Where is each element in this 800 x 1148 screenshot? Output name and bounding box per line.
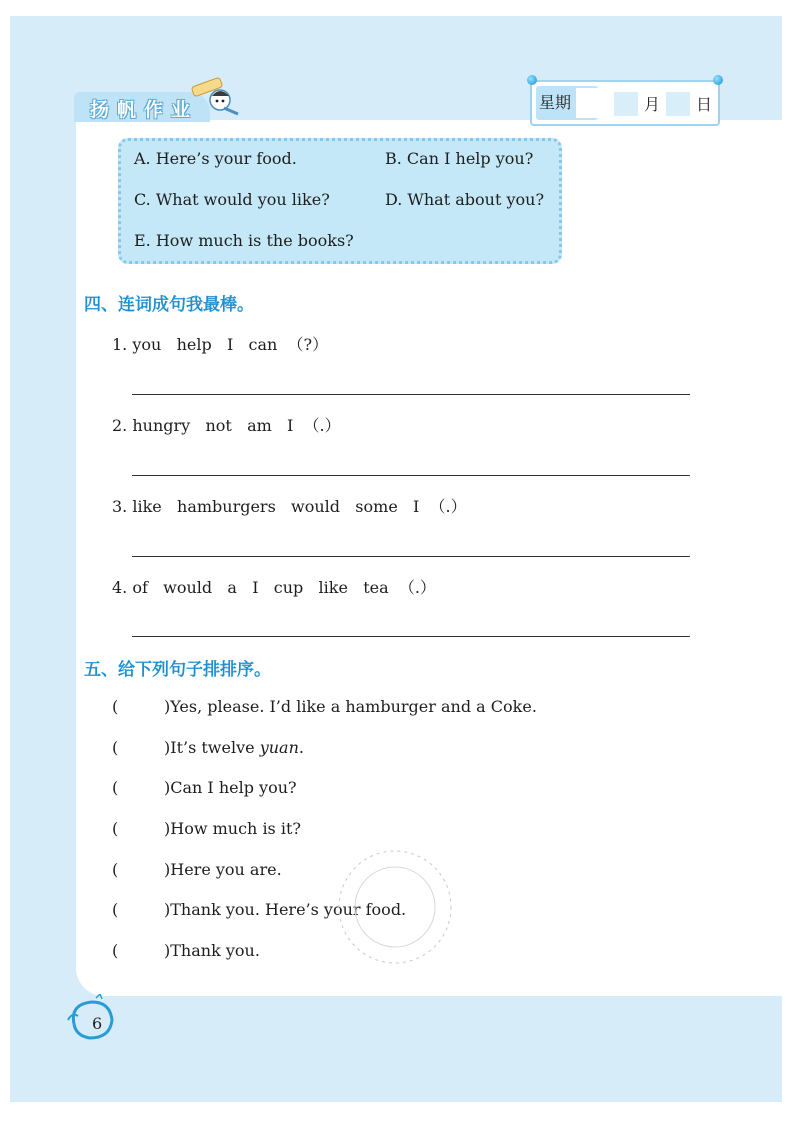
- date-box: [530, 80, 720, 126]
- order-row[interactable]: ( )How much is it?: [112, 819, 301, 838]
- pin-icon: [713, 75, 723, 85]
- answer-line-2[interactable]: [132, 475, 690, 476]
- order-row[interactable]: ( )It’s twelve yuan.: [112, 738, 304, 757]
- watermark-stamp: [330, 842, 460, 972]
- day-label: 日: [696, 95, 713, 114]
- option-e: E. How much is the books?: [134, 231, 354, 250]
- week-label: 星期: [536, 86, 598, 120]
- order-row[interactable]: ( )Yes, please. I’d like a hamburger and a Coke.: [112, 697, 537, 716]
- order-row[interactable]: ( )Here you are.: [112, 860, 282, 879]
- mascot-icon: [188, 74, 242, 118]
- option-c: C. What would you like?: [134, 190, 330, 209]
- question-4: 4. of would a I cup like tea （.）: [112, 578, 436, 597]
- option-b: B. Can I help you?: [385, 149, 534, 168]
- answer-line-4[interactable]: [132, 636, 690, 637]
- page-badge-icon: [66, 994, 116, 1040]
- options-box: [118, 138, 562, 264]
- order-row[interactable]: ( )Thank you.: [112, 941, 260, 960]
- weekday-field[interactable]: [576, 88, 598, 118]
- month-field[interactable]: [614, 92, 638, 116]
- month-label: 月: [644, 95, 661, 114]
- day-field[interactable]: [666, 92, 690, 116]
- order-row[interactable]: ( )Thank you. Here’s your food.: [112, 900, 407, 919]
- section5-title: 五、给下列句子排排序。: [84, 660, 271, 680]
- page-number: 6: [92, 1014, 103, 1033]
- answer-line-1[interactable]: [132, 394, 690, 395]
- order-row[interactable]: ( )Can I help you?: [112, 778, 297, 797]
- header-title: 扬帆作业: [90, 99, 199, 121]
- question-2: 2. hungry not am I （.）: [112, 416, 341, 435]
- option-d: D. What about you?: [385, 190, 545, 209]
- question-1: 1. you help I can （?）: [112, 335, 329, 354]
- option-a: A. Here’s your food.: [134, 149, 297, 168]
- question-3: 3. like hamburgers would some I （.）: [112, 497, 467, 516]
- answer-line-3[interactable]: [132, 556, 690, 557]
- pin-icon: [527, 75, 537, 85]
- section4-title: 四、连词成句我最棒。: [84, 295, 254, 315]
